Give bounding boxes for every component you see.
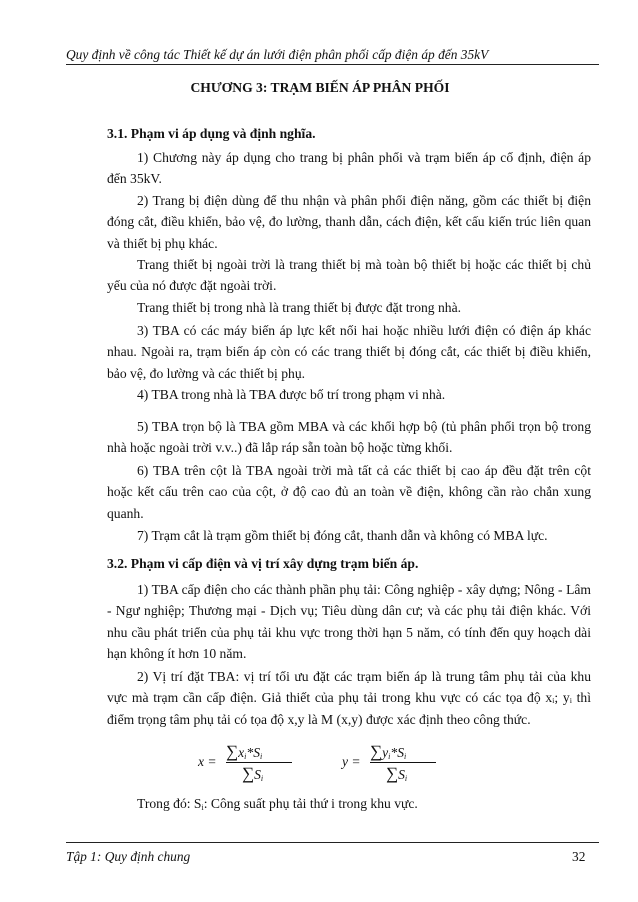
formula-denominator: $\sum S_i$ bbox=[386, 764, 408, 783]
paragraph: 1) Chương này áp dụng cho trang bị phân phối và trạm biến áp cố định, điện áp đến 35kV. bbox=[107, 150, 591, 187]
running-header: Quy định về công tác Thiết kế dự án lưới điện phân phối cấp điện áp đến 35kV bbox=[66, 47, 489, 62]
footer-rule bbox=[66, 842, 599, 843]
paragraph: Trang thiết bị ngoài trời là trang thiết bị mà toàn bộ thiết bị hoặc các thiết bị chủ yếu của nó được đặt ngoài trời. bbox=[107, 257, 591, 294]
paragraph: 7) Trạm cắt là trạm gồm thiết bị đóng cắt, thanh dẫn và không có MBA lực. bbox=[137, 528, 548, 543]
paragraph: 3) TBA có các máy biến áp lực kết nối hai hoặc nhiều lưới điện có điện áp khác nhau. Ngoài ra, trạm biến áp còn có các trang thiết bị đóng cắt, các thiết bị điều khiển, bảo vệ, đo lường và các thiết bị phụ. bbox=[107, 323, 591, 381]
paragraph: Trang thiết bị trong nhà là trang thiết bị được đặt trong nhà. bbox=[137, 300, 462, 315]
formula-lhs: y = bbox=[342, 754, 361, 769]
formula-numerator: $\sum y_i*S_i$ bbox=[370, 742, 407, 761]
fraction-bar bbox=[226, 762, 292, 763]
paragraph: 5) TBA trọn bộ là TBA gồm MBA và các khối hợp bộ (tủ phân phối trọn bộ trong nhà hoặc ngoài trời v.v..) đã lắp ráp sẵn toàn bộ hoặc từng khối. bbox=[107, 419, 591, 456]
formula-legend: Trong đó: $S_i$: Công suất phụ tải thứ i trong khu vực. bbox=[137, 796, 418, 812]
section-heading-3-2: 3.2. Phạm vi cấp điện và vị trí xây dựng trạm biến áp. bbox=[107, 556, 419, 571]
paragraph: 2) Trang bị điện dùng để thu nhận và phân phối điện năng, gồm các thiết bị điện đóng cắt, điều khiển, bảo vệ, đo lường, thanh dẫn, cách điện, kết cấu kiến trúc liên quan và thiết bị phụ khác. bbox=[107, 193, 591, 251]
paragraph: 6) TBA trên cột là TBA ngoài trời mà tất cả các thiết bị cao áp đều đặt trên cột hoặc kết cấu trên cao của cột, ở độ cao đủ an toàn về điện, không cần rào chắn xung quanh. bbox=[107, 463, 591, 521]
header-rule bbox=[66, 64, 599, 65]
paragraph: 4) TBA trong nhà là TBA được bố trí trong phạm vi nhà. bbox=[137, 387, 446, 402]
page-number: 32 bbox=[572, 849, 586, 864]
formula-lhs: x = bbox=[198, 754, 217, 769]
fraction-bar bbox=[370, 762, 436, 763]
formula-x bbox=[198, 742, 308, 784]
formula-y bbox=[342, 742, 452, 784]
chapter-title: CHƯƠNG 3: TRẠM BIẾN ÁP PHÂN PHỐI bbox=[190, 80, 450, 95]
footer-volume: Tập 1: Quy định chung bbox=[66, 849, 191, 864]
section-heading-3-1: 3.1. Phạm vi áp dụng và định nghĩa. bbox=[107, 126, 316, 141]
paragraph: 2) Vị trí đặt TBA: vị trí tối ưu đặt các trạm biến áp là trung tâm phụ tải của khu vực mà trạm cần cấp điện. Giả thiết của phụ tải trong khu vực có các tọa độ xᵢ; yᵢ thì điểm trọng tâm phụ tải có tọa độ x,y là M (x,y) được xác định theo công thức. bbox=[107, 669, 591, 727]
formula-numerator: $\sum x_i*S_i$ bbox=[226, 742, 263, 761]
formula-denominator: $\sum S_i$ bbox=[242, 764, 264, 783]
paragraph: 1) TBA cấp điện cho các thành phần phụ tải: Công nghiệp - xây dựng; Nông - Lâm - Ngư nghiệp; Thương mại - Dịch vụ; Tiêu dùng dân cư; và các phụ tải điện khác. Với nhu cầu phát triển của phụ tải khu vực trong thời hạn 5 năm, có tính đến quy hoạch dài hạn không ít hơn 10 năm. bbox=[107, 582, 591, 661]
